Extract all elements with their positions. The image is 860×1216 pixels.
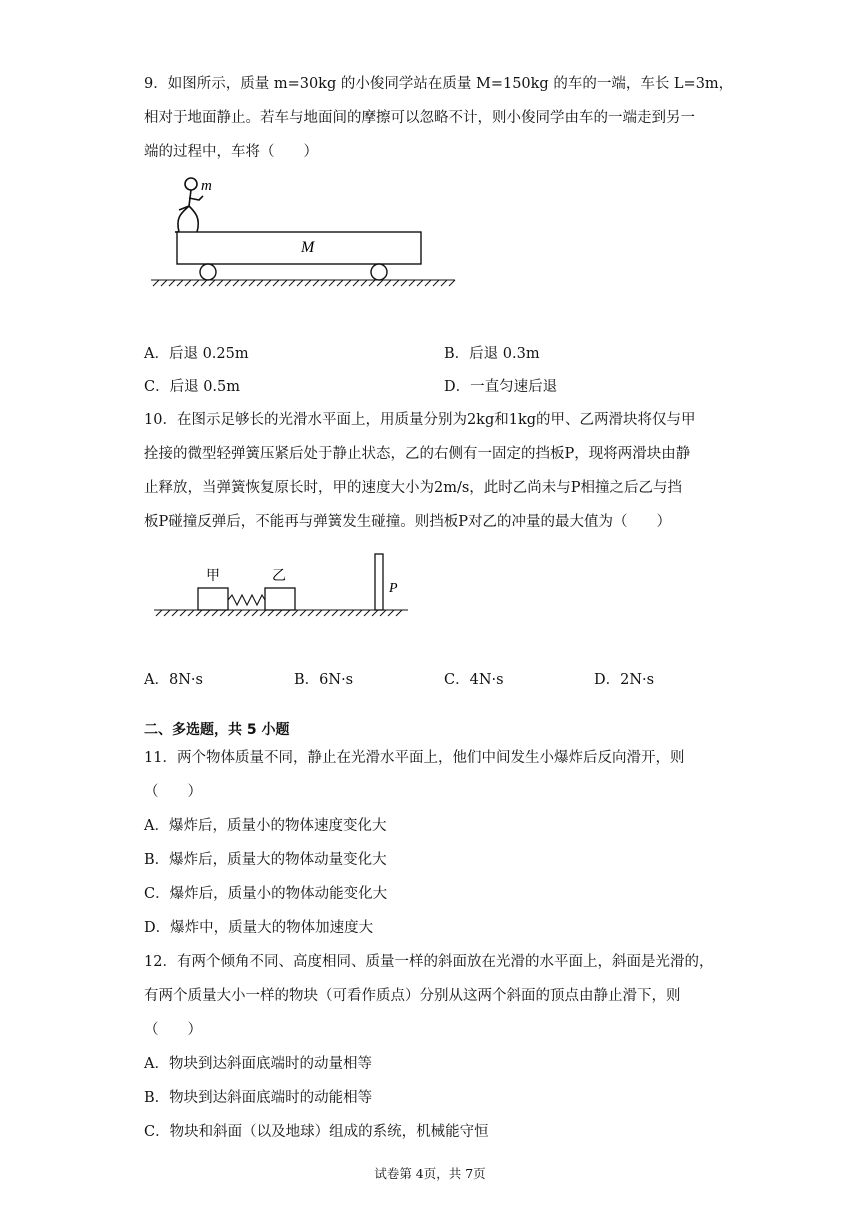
q10-line-1: 10．在图示足够长的光滑水平面上，用质量分别为2kg和1kg的甲、乙两滑块将仅与甲 <box>144 412 696 428</box>
q9-option-a: A．后退 0.25m <box>144 346 249 362</box>
cart-body <box>177 232 421 264</box>
q10-option-c: C．4N·s <box>444 672 504 688</box>
q10-option-b: B．6N·s <box>294 672 354 688</box>
q12-line-1: 12．有两个倾角不同、高度相同、质量一样的斜面放在光滑的水平面上，斜面是光滑的， <box>144 954 714 970</box>
section-heading: 二、多选题，共 5 小题 <box>144 722 290 738</box>
q12-line-2: 有两个质量大小一样的物块（可看作质点）分别从这两个斜面的顶点由静止滑下，则 <box>144 988 681 1004</box>
q10-option-d: D．2N·s <box>594 672 655 688</box>
q10-line-3: 止释放，当弹簧恢复原长时，甲的速度大小为2m/s，此时乙尚未与P相撞之后乙与挡 <box>144 480 683 496</box>
wheel-right <box>371 264 387 280</box>
q11-option-b: B．爆炸后，质量大的物体动量变化大 <box>144 852 387 868</box>
block-jia <box>198 588 228 610</box>
page-footer: 试卷第 4页，共 7页 <box>374 1166 486 1181</box>
q12-option-b: B．物块到达斜面底端时的动能相等 <box>144 1090 373 1106</box>
block1-label: 甲 <box>206 569 220 584</box>
spring-icon <box>228 595 265 605</box>
q9-line-2: 相对于地面静止。若车与地面间的摩擦可以忽略不计，则小俊同学由车的一端走到另一 <box>144 110 695 126</box>
q9-option-b: B．后退 0.3m <box>444 346 540 362</box>
q10-figure-blocks <box>150 550 410 620</box>
q11-option-c: C．爆炸后，质量小的物体动能变化大 <box>144 886 388 902</box>
ground-hatch <box>154 610 408 616</box>
q9-option-d: D．一直匀速后退 <box>444 379 558 395</box>
q9-figure-cart <box>145 172 465 292</box>
q9-line-1: 9．如图所示，质量 m=30kg 的小俊同学站在质量 M=150kg 的车的一端，车长 L=3m， <box>144 76 734 92</box>
block2-label: 乙 <box>272 569 286 584</box>
wall-label: P <box>389 581 398 596</box>
q12-option-a: A．物块到达斜面底端时的动量相等 <box>144 1056 372 1072</box>
cart-label: M <box>301 239 315 256</box>
block-yi <box>265 588 295 610</box>
person-label: m <box>201 178 212 194</box>
q11-line-2: （ ） <box>144 784 202 800</box>
wall-p <box>375 554 383 610</box>
q11-option-d: D．爆炸中，质量大的物体加速度大 <box>144 920 374 936</box>
q11-option-a: A．爆炸后，质量小的物体速度变化大 <box>144 818 387 834</box>
q10-option-a: A．8N·s <box>144 672 203 688</box>
ground-hatch <box>151 280 455 286</box>
q10-line-4: 板P碰撞反弹后，不能再与弹簧发生碰撞。则挡板P对乙的冲量的最大值为（ ） <box>144 514 672 530</box>
q12-option-c: C．物块和斜面（以及地球）组成的系统，机械能守恒 <box>144 1124 489 1140</box>
q9-option-c: C．后退 0.5m <box>144 379 241 395</box>
q11-line-1: 11．两个物体质量不同，静止在光滑水平面上，他们中间发生小爆炸后反向滑开，则 <box>144 750 685 766</box>
q9-line-3: 端的过程中，车将（ ） <box>144 144 318 160</box>
person-icon <box>175 178 203 232</box>
q10-line-2: 拴接的微型轻弹簧压紧后处于静止状态，乙的右侧有一固定的挡板P，现将两滑块由静 <box>144 446 691 462</box>
q12-line-3: （ ） <box>144 1022 202 1038</box>
wheel-left <box>200 264 216 280</box>
